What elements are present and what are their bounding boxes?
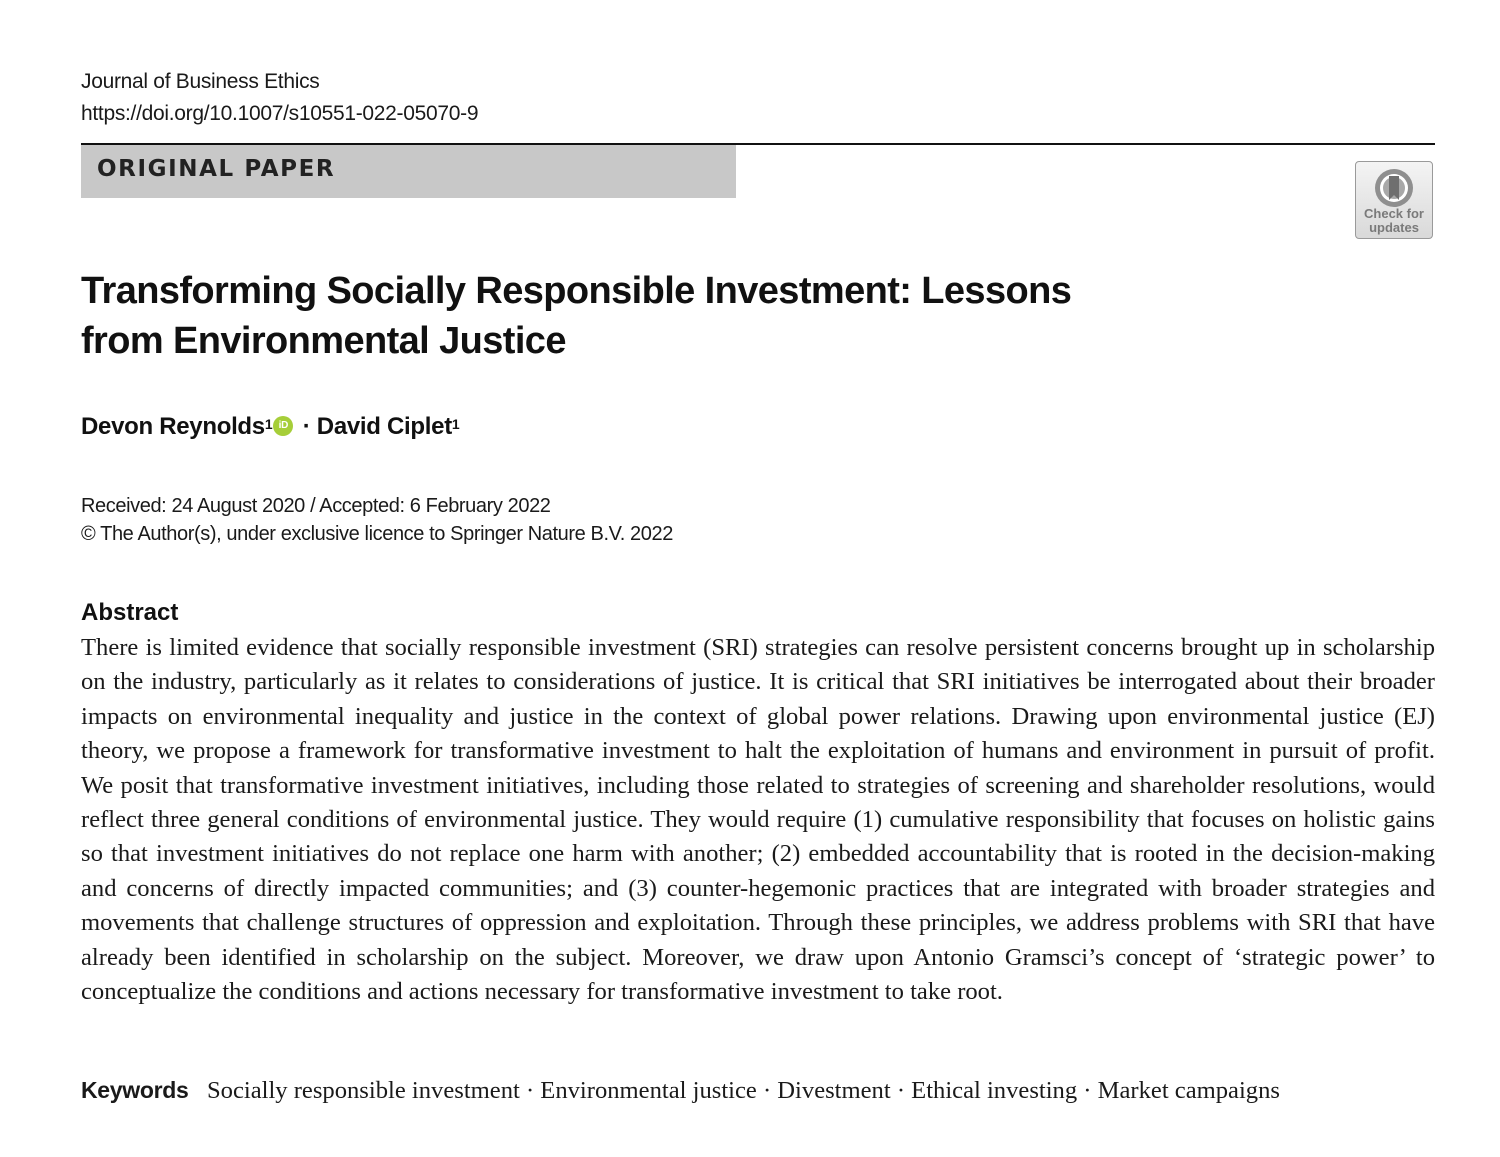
author-list (81, 410, 459, 444)
author-affiliation: 1 (264, 416, 273, 432)
abstract-text: There is limited evidence that socially responsible investment (SRI) strategies can resolve persistent concerns brought up in scholarship on the industry, particularly as it relates to considerations of justice. It is critical that SRI initiatives be interrogated about their broader impacts on environmental inequality and justice in the context of global power relations. Drawing upon environmental justice (EJ) theory, we propose a framework for transformative investment to halt the exploitation of humans and environment in pursuit of profit. We posit that transformative investment initiatives, including those related to strategies of screening and shareholder resolutions, would reflect three general conditions of environmental justice. They would require (1) cumulative responsibility that focuses on holistic gains so that investment initiatives do not replace one harm with another; (2) embedded accountability that is rooted in the decision-making and concerns of directly impacted communities; and (3) counter-hegemonic practices that are integrated with broader strategies and movements that challenge structures of oppression and exploitation. Through these principles, we address problems with SRI that have already been identified in scholarship on the subject. Moreover, we draw upon Antonio Gramsci’s concept of ‘strategic power’ to conceptualize the conditions and actions necessary for transformative investment to take root. (81, 634, 1435, 1006)
section-label: ORIGINAL PAPER (97, 156, 336, 182)
author-affiliation: 1 (451, 416, 460, 432)
copyright-notice: © The Author(s), under exclusive licence to Springer Nature B.V. 2022 (81, 523, 673, 545)
author-name[interactable]: Devon Reynolds (81, 413, 265, 440)
updates-label: updates (1369, 220, 1419, 235)
author-name[interactable]: David Ciplet (316, 413, 452, 440)
article-title: Transforming Socially Responsible Investment: Lessons from Environmental Justice (81, 270, 1072, 362)
doi-link[interactable]: https://doi.org/10.1007/s10551-022-05070-9 (81, 102, 479, 125)
received-accepted-dates: Received: 24 August 2020 / Accepted: 6 February 2022 (81, 495, 551, 517)
journal-name: Journal of Business Ethics (81, 70, 320, 93)
keywords (81, 1077, 1280, 1105)
crossmark-icon (1373, 167, 1415, 209)
check-for-label: Check for (1364, 206, 1424, 221)
journal-header (81, 66, 478, 130)
keywords-list: Socially responsible investment · Environmental justice · Divestment · Ethical investing · Market campaigns (206, 1077, 1280, 1104)
abstract-heading: Abstract (81, 599, 179, 626)
check-for-updates-button[interactable] (1355, 161, 1433, 239)
orcid-icon[interactable]: iD (273, 416, 293, 436)
author-separator: · (302, 413, 311, 440)
publication-dates (81, 492, 673, 548)
keywords-label: Keywords (81, 1077, 189, 1103)
